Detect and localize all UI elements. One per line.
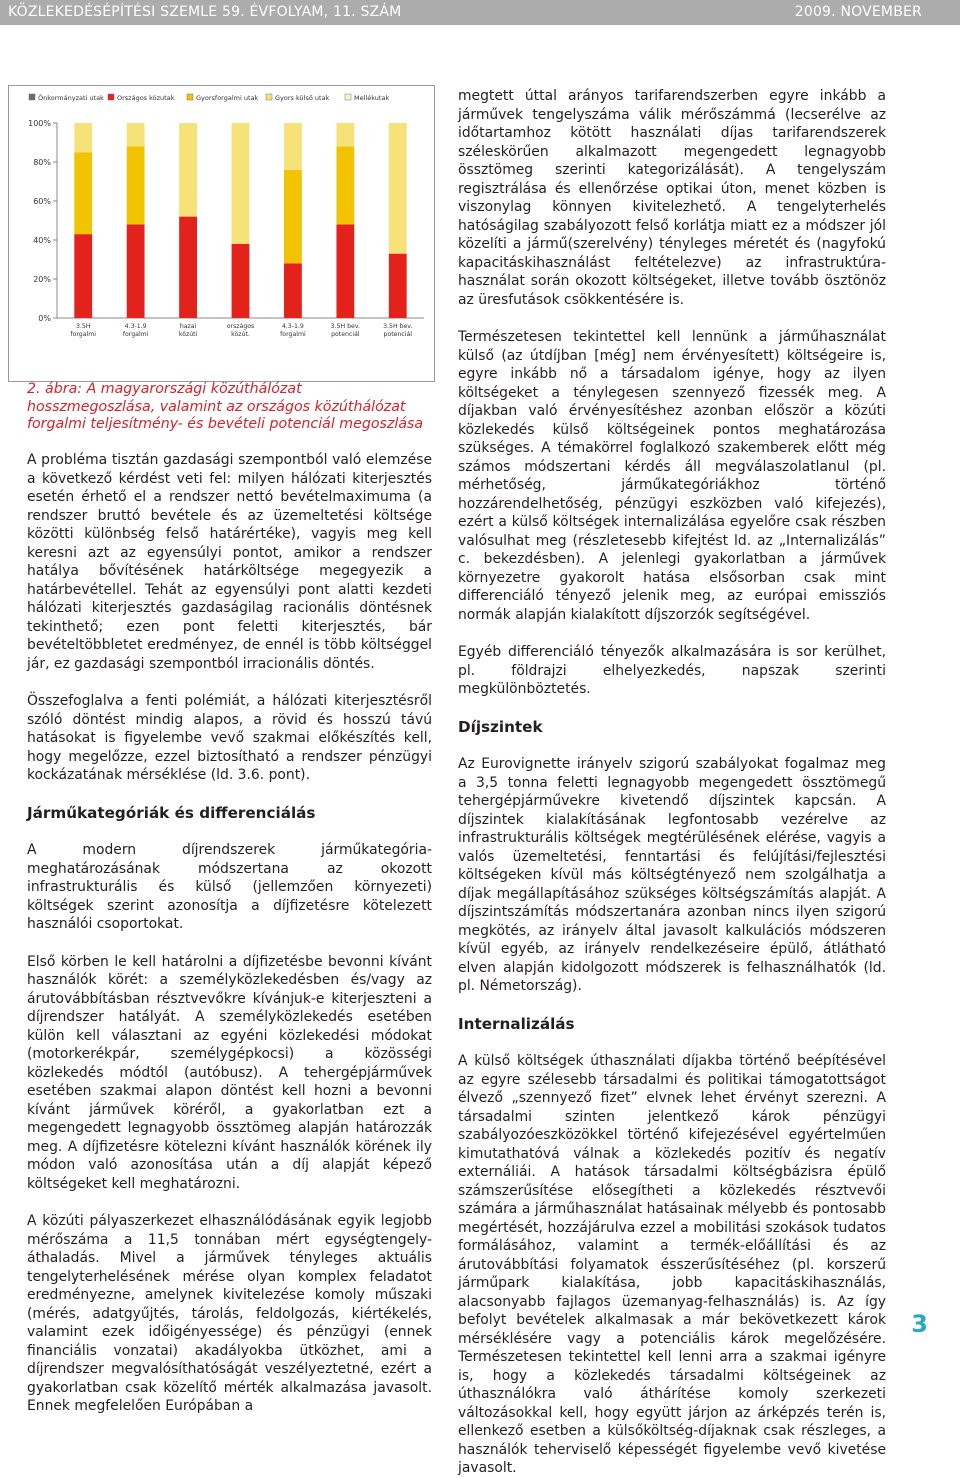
paragraph: Összefoglalva a fenti polémiát, a hálózati kiterjesztésről szóló döntést mindig alapos, a rövid és hosszú távú hatásokat is figyelembe vevő szakmai előkészítés kell, hogy megelőzze, ezzel biztosítható a rendszer pénzügyi kockázatának mérséklése (ld. 3.6. pont). (27, 693, 432, 783)
paragraph: A modern díjrendszerek járműkategória-meghatározásának módszertana az okozott infrastrukturális és külső (jellemzően környezeti) költségek szerint azonosítja a díjfizetésre kötelezett használói csoportokat. (27, 842, 432, 932)
x-tick-label: 3.5H bev. (330, 323, 361, 330)
bar-segment (284, 123, 302, 170)
page-number: 3 (911, 1310, 928, 1338)
bar-segment (74, 123, 92, 152)
bar-segment (74, 234, 92, 318)
bar-segment (232, 123, 250, 244)
journal-title: KÖZLEKEDÉSÉPÍTÉSI SZEMLE 59. ÉVFOLYAM, 11. SZÁM (8, 4, 402, 20)
x-tick-label: potenciál (383, 331, 413, 338)
bar-segment (336, 123, 354, 146)
paragraph: A külső költségek úthasználati díjakba történő beépítésével az egyre szélesebb társadalmi és politikai támogatottságot élvező „szennyező fizet” elvnek lehet érvényt szerezni. A társadalmi szinten jelentkező károk pénzügyi szabályozóeszközökkel történő kifejezésével egyértelműen kimutathatóvá válnak a közlekedés pozitív és negatív externáliái. A hatások társadalmi költségbázisra épülő számszerűsítése elősegítheti a közlekedés résztvevői számára a járműhasználat hatásainak mélyebb és pontosabb megértését, hozzájárulva ezzel a mobilitási szokások tudatos formálásához, valamint a termék-előállítási és az árutovábbítási folyamatok ésszerűsítéséhez (pl. korszerű járműpark kialakítása, jobb kapacitáskihasználás, alacsonyabb fajlagos üzemanyag-felhasználás) is. Az így befolyt bevételek alkalmasak a már bekövetkezett károk mérséklésére vagy a potenciális károk megelőzésére. Természetesen tekintettel kell lenni arra a szakmai igényre is, hogy a közlekedés társadalmi költségeinek az úthasználókra való áthárítése komoly szerkezeti változásokkal kell, hogy együtt járjon az árképzés terén is, ellenkező esetben a külsőköltség-díjaknak csak részleges, a használók teherviselő képességét figyelembe vevő kivetése javasolt. (458, 1053, 886, 1476)
x-tick-label: országos (226, 323, 255, 330)
figure-caption: 2. ábra: A magyarországi közúthálózat hosszmegoszlása, valamint az országos közúthálózat forgalmi teljesítmény- és bevételi potenciál megoszlása (27, 381, 424, 432)
paragraph: Az Eurovignette irányelv szigorú szabályokat fogalmaz meg a 3,5 tonna feletti legnagyobb megengedett össztömegű tehergépjárművekre kivetendő díjszintek kapcsán. A díjszintek kialakításának legfontosabb vezérelve az infrastrukturális költségek megtérülésének elérése, vagyis a valós üzemeltetési, fenntartási és felújítási/fejlesztési költségeken kívül más költségtényező nem szolgálhatja a díjak megállapításához szükséges költségszámítás alapját. A díjszintszámítás módszertanára azonban nincs ilyen szigorú megkötés, az irányelv által javasolt kalkulációs módszeren kívül egyéb, az irányelv rendelkezéseire épülő, átlátható elven alapján kidolgozott módszerek is felhasználhatók (ld. pl. Németország). (458, 756, 886, 994)
paragraph: megtett úttal arányos tarifarendszerben egyre inkább a járművek tengelyszáma válik mérőszámmá (lecserélve az időtartamhoz kötött használati díjas tarifarendszerek széleskörűen alkalmazott megengedett legnagyobb össztömeg szerinti kategorizálását). A tengelyszám regisztrálása és ellenőrzése optikai úton, menet közben is viszonylag könnyen kivitelezhető. A tengelyterhelés hatóságilag szabályozott felső korlátja miatt ez a módszer jól közelíti a jármű(szerelvény) tényleges méretét és (nagyfokú kapacitáskihasználást feltételezve) az infrastruktúra-használat során okozott költségeket, illetve tovább ösztönöz az üresfutások csökkentésére is. (458, 88, 886, 308)
running-header (0, 0, 960, 25)
paragraph: Egyéb differenciáló tényezők alkalmazására is sor kerülhet, pl. földrajzi elhelyezkedés, napszak szerinti megkülönböztetés. (458, 644, 886, 697)
y-tick-label: 0% (38, 314, 51, 323)
x-tick-label: forgalmi (280, 331, 306, 338)
legend-label: Országos közutak (117, 94, 175, 102)
bar-segment (284, 170, 302, 264)
paragraph: A közúti pályaszerkezet elhasználódásának egyik legjobb mérőszáma a 11,5 tonnában mért egységtengely-áthaladás. Mivel a járművek tényleges aktuális tengelyterhelésének mérése olyan komplex feladatot eredményezne, amelynek kivitelezése komoly műszaki (mérés, adatgyűjtés, tárolás, feldolgozás, kiértékelés, valamint ezek időigényessége) és pénzügyi (ennek financiális vonzatai) akadályokba ütközhet, ami a díjrendszer megvalósíthatóságát veszélyeztetné, ezért a gyakorlatban csak közelítő mérték alkalmazása javasolt. Ennek megfelelően Európában a (27, 1213, 432, 1414)
legend-label: Önkormányzati utak (38, 94, 104, 102)
legend-label: Gyorsforgalmi utak (196, 94, 259, 102)
x-tick-label: hazai (179, 323, 197, 330)
bar-segment (389, 254, 407, 318)
right-column (458, 87, 886, 1478)
bar-segment (179, 217, 197, 318)
bar-segment (389, 123, 407, 254)
section-heading: Díjszintek (458, 717, 543, 736)
legend-swatch (108, 94, 114, 100)
x-tick-label: 4.3-1.9 (281, 323, 304, 330)
legend-swatch (187, 94, 193, 100)
left-column (27, 451, 432, 1416)
x-tick-label: forgalmi (122, 331, 149, 338)
legend-label: Gyors külső utak (275, 94, 330, 102)
bar-segment (127, 224, 145, 318)
legend-swatch (266, 94, 272, 100)
bar-segment (284, 263, 302, 318)
issue-date: 2009. NOVEMBER (794, 4, 922, 20)
paragraph: A probléma tisztán gazdasági szempontból való elemzése a következő kérdést veti fel: milyen hálózati kiterjesztés esetén érhető el a rendszer nettó bevételmaximuma (a rendszer bruttó bevétele és az üzemeltetési költsége közötti különbség felső határértéke), vagyis meg kell keresni azt az egyensúlyi pontot, amikor a rendszer hatálya bővítésének határköltsége megegyezik a határbevétellel. Tehát az egyensúlyi pont alatti kezdeti hálózati kiterjesztés gazdaságilag racionális döntésnek tekinthető; ezen pont feletti kiterjesztés, bár bevételtöbbletet eredményez, de ennél is több költséggel jár, ez gazdasági szempontból irracionális döntés. (27, 452, 432, 672)
bar-segment (336, 146, 354, 224)
y-tick-label: 60% (33, 197, 51, 206)
paragraph: Természetesen tekintettel kell lennünk a járműhasználat külső (az útdíjban [még] nem érvényesített) költségeire is, egyre inkább nő a társadalom igénye, hogy az ilyen költségeket a ténylegesen szennyező fizessék meg. A díjakban való érvényesítéshez azonban először a közúti közlekedés külső költségeinek pontos meghatározása szükséges. A témakörrel foglalkozó szakemberek előtt még számos módszertani kérdés áll megválaszolatlanul (pl. mérhetőség, járműkategóriákhoz történő hozzárendelhetőség, pénzügyi eszközben való kifejezés), ezért a külső költségek internalizálása egyelőre csak részben valósulhat meg (részletesebb kifejtést ld. az „Internalizálás” c. bekezdésben). A jelenlegi gyakorlatban a járművek környezetre gyakorolt hatása elsősorban csak mint differenciáló tényező jelenik meg, az európai emissziós normák alapján kialakított díjszorzók segítségével. (458, 329, 886, 623)
bar-segment (179, 123, 197, 217)
bar-segment (127, 123, 145, 146)
legend-swatch (345, 94, 351, 100)
x-tick-label: 3.5H (75, 323, 91, 330)
x-tick-label: potenciál (331, 331, 360, 338)
bar-segment (336, 224, 354, 318)
paragraph: Első körben le kell határolni a díjfizetésbe bevonni kívánt használók körét: a személyközlekedésben és/vagy az árutovábbításban résztvevőkre kívánjuk-e kiterjeszteni a díjrendszer hatályát. A személyközlekedés esetében külön kell választani az egyéni közlekedési módokat (motorkerékpár, személygépkocsi) a közösségi közlekedés módtól (autóbusz). A tehergépjárművek esetében szakmai alapon döntést kell hozni a bevonni kívánt járművek köréről, a gyakorlatban ezt a megengedett legnagyobb össztömeg alapján határozzák meg. A díjfizetésre kötelezni kívánt használók körének ily módon való azonosítása után a díj alapját képező költségeket kell meghatározni. (27, 953, 432, 1192)
y-tick-label: 20% (33, 275, 51, 284)
y-tick-label: 100% (28, 119, 51, 128)
legend-label: Mellékutak (354, 94, 390, 102)
stacked-bar-chart (9, 86, 434, 381)
x-tick-label: 4.3-1.9 (124, 323, 147, 330)
bar-segment (232, 244, 250, 318)
y-tick-label: 80% (33, 158, 51, 167)
section-heading: Járműkategóriák és differenciálás (27, 803, 316, 822)
bar-segment (127, 146, 145, 224)
x-tick-label: közút. (231, 331, 250, 338)
section-heading: Internalizálás (458, 1014, 575, 1033)
figure-chart (8, 85, 435, 382)
legend-swatch (29, 94, 35, 100)
bar-segment (74, 152, 92, 234)
x-tick-label: közúti (178, 331, 198, 338)
y-tick-label: 40% (33, 236, 51, 245)
x-tick-label: forgalmi (70, 331, 97, 338)
x-tick-label: 3.5H bev. (383, 323, 413, 330)
